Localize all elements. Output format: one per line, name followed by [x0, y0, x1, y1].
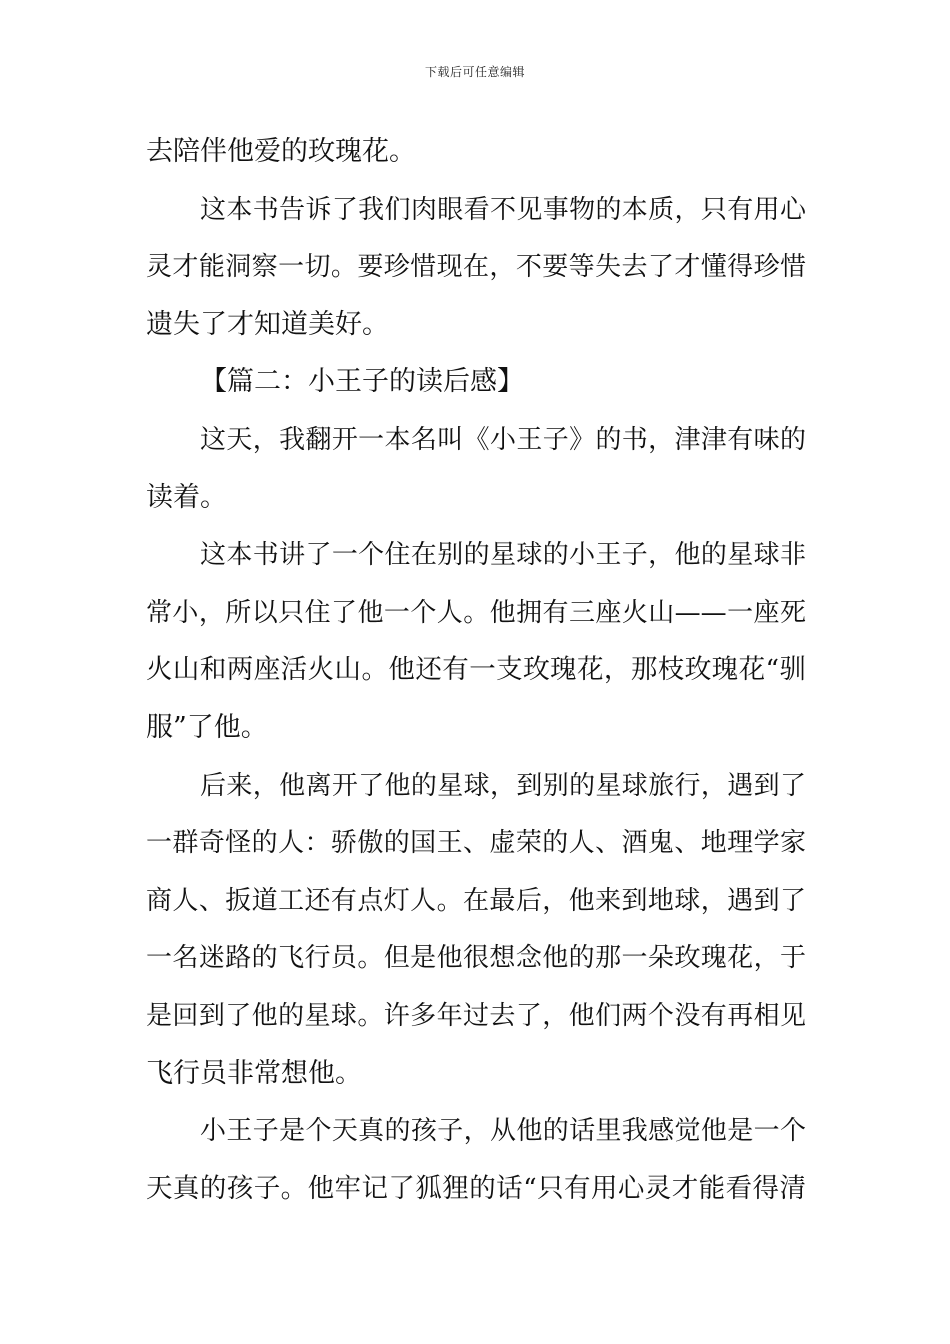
page-header: 下载后可任意编辑: [424, 65, 525, 79]
text-line: 服”了他。: [146, 711, 268, 743]
text-line: 读着。: [146, 481, 227, 513]
text-line: 火山和两座活火山。他还有一支玫瑰花，那枝玫瑰花“驯: [146, 654, 806, 686]
text-line: 一群奇怪的人：骄傲的国王、虚荣的人、酒鬼、地理学家: [146, 828, 806, 859]
text-line: 飞行员非常想他。: [146, 1057, 362, 1089]
text-line: 是回到了他的星球。许多年过去了，他们两个没有再相见: [146, 1000, 806, 1031]
text-line: 去陪伴他爱的玫瑰花。: [146, 136, 416, 167]
text-line: 灵才能洞察一切。要珍惜现在，不要等失去了才懂得珍惜: [146, 252, 806, 283]
body-text: [146, 130, 806, 1224]
text-line: 常小，所以只住了他一个人。他拥有三座火山——一座死: [146, 597, 806, 628]
text-line: 遗失了才知道美好。: [146, 308, 389, 340]
text-line: 一名迷路的飞行员。但是他很想念他的那一朵玫瑰花，于: [146, 943, 806, 974]
text-line: 这本书告诉了我们肉眼看不见事物的本质，只有用心: [200, 194, 806, 225]
text-line: 天真的孩子。他牢记了狐狸的话“只有用心灵才能看得清: [146, 1172, 806, 1204]
text-line: 商人、扳道工还有点灯人。在最后，他来到地球，遇到了: [146, 885, 806, 916]
text-line: 小王子是个天真的孩子，从他的话里我感觉他是一个: [200, 1116, 806, 1147]
text-line: 这天，我翻开一本名叫《小王子》的书，津津有味的: [200, 424, 806, 455]
text-line: 【篇二：小王子的读后感】: [200, 366, 524, 398]
text-line: 这本书讲了一个住在别的星球的小王子，他的星球非: [200, 540, 806, 571]
text-line: 后来，他离开了他的星球，到别的星球旅行，遇到了: [200, 770, 806, 801]
